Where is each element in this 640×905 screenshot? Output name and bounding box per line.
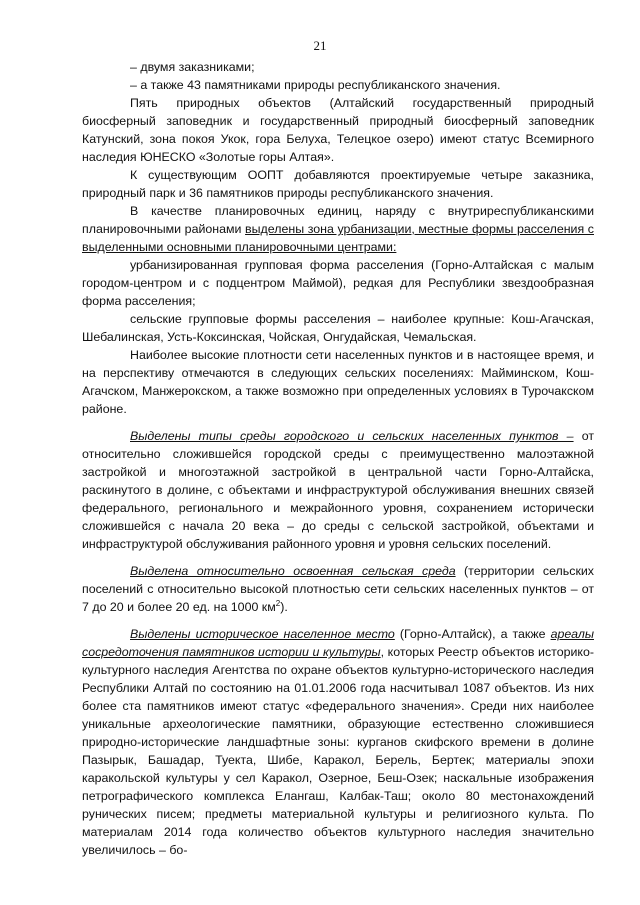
document-body bbox=[82, 58, 594, 859]
paragraph-5 bbox=[82, 202, 594, 256]
paragraph-4 bbox=[82, 166, 594, 202]
paragraph-11 bbox=[82, 625, 594, 859]
text-run: сельские групповые формы расселения – наиболее крупные: Кош-Агачская, Шебалинская, Усть-Коксинская, Чойская, Онгудайская, Чемальская. bbox=[82, 312, 594, 344]
text-run: Наиболее высокие плотности сети населенных пунктов и в настоящее время, и на перспективу отмечаются в следующих сельских поселениях: Майминском, Кош-Агачском, Манжерокском, а также возможно при определенных условиях в Турочакском районе. bbox=[82, 348, 594, 416]
page-number: 21 bbox=[313, 38, 327, 53]
emphasized-text: Выделена относительно освоенная сельская среда bbox=[130, 564, 456, 578]
emphasized-text: ареалы сосредоточения памятников истории и культуры bbox=[82, 627, 594, 659]
paragraph-10 bbox=[82, 562, 594, 616]
paragraph-gap bbox=[82, 418, 594, 427]
paragraph-gap bbox=[82, 553, 594, 562]
emphasized-text: выделены зона урбанизации, местные формы расселения с выделенными основными планировочными центрами: bbox=[82, 222, 594, 254]
paragraph-8 bbox=[82, 346, 594, 418]
text-run: от относительно сложившейся городской среды с преимущественно малоэтажной застройкой и многоэтажной застройкой в центральной части Горно-Алтайска, раскинутого в долине, с объектами и инфраструктурой обслуживания внешних связей федерального, регионального и межрайонного уровня, сохранением исторически сложившейся с начала 20 века – до среды с сельской застройкой, объектами и инфраструктурой обслуживания районного уровня и уровня сельских поселений. bbox=[82, 429, 594, 551]
text-run: – а также 43 памятниками природы республиканского значения. bbox=[130, 78, 501, 92]
superscript-text: 2 bbox=[275, 598, 281, 608]
paragraph-6 bbox=[82, 256, 594, 310]
text-run: урбанизированная групповая форма расселения (Горно-Алтайская с малым городом-центром и с подцентром Маймой), редкая для Республики звездообразная форма расселения; bbox=[82, 258, 594, 308]
paragraph-2 bbox=[82, 76, 594, 94]
paragraph-3 bbox=[82, 94, 594, 166]
text-run: ). bbox=[280, 600, 288, 614]
text-run: (Горно-Алтайск), а также bbox=[394, 627, 551, 641]
text-run: В качестве планировочных единиц, наряду с внутриреспубликанскими планировочными районами bbox=[82, 204, 594, 236]
text-run: (территории сельских поселений с относительно высокой плотностью сети сельских населенных пунктов – от 7 до 20 и более 20 ед. на 1000 км bbox=[82, 564, 594, 614]
paragraph-9 bbox=[82, 427, 594, 553]
text-run: Пять природных объектов (Алтайский государственный природный биосферный заповедник и государственный природный биосферный заповедник Катунский, зона покоя Укок, гора Белуха, Телецкое озеро) имеют статус Всемирного наследия ЮНЕСКО «Золотые горы Алтая». bbox=[82, 96, 594, 164]
paragraph-1 bbox=[82, 58, 594, 76]
text-run: – двумя заказниками; bbox=[130, 60, 255, 74]
emphasized-text: Выделены историческое населенное место bbox=[130, 627, 395, 641]
text-run: К существующим ООПТ добавляются проектируемые четыре заказника, природный парк и 36 памятников природы республиканского значения. bbox=[82, 168, 594, 200]
paragraph-7 bbox=[82, 310, 594, 346]
paragraph-gap bbox=[82, 616, 594, 625]
emphasized-text: Выделены типы среды городского и сельских населенных пунктов – bbox=[130, 429, 574, 443]
text-run: , которых Реестр объектов историко-культурного наследия Агентства по охране объектов культурно-исторического наследия Республики Алтай по состоянию на 01.01.2006 года насчитывал 1087 объектов. Из них более ста памятников имеют статус «федерального значения». Среди них наиболее уникальные археологические памятники, образующие естественно сложившиеся природно-исторические ландшафтные зоны: курганов скифского времени в долине Пазырык, Башадар, Туекта, Шибе, Каракол, Берель, Бертек; материалы эпохи каракольской культуры у сел Каракол, Озерное, Беш-Озек; наскальные изображения петрографического комплекса Елангаш, Калбак-Таш; около 80 местонахождений рунических писем; предметы материальной культуры и религиозного культа. По материалам 2014 года количество объектов культурного наследия значительно увеличилось – бо- bbox=[82, 645, 594, 857]
